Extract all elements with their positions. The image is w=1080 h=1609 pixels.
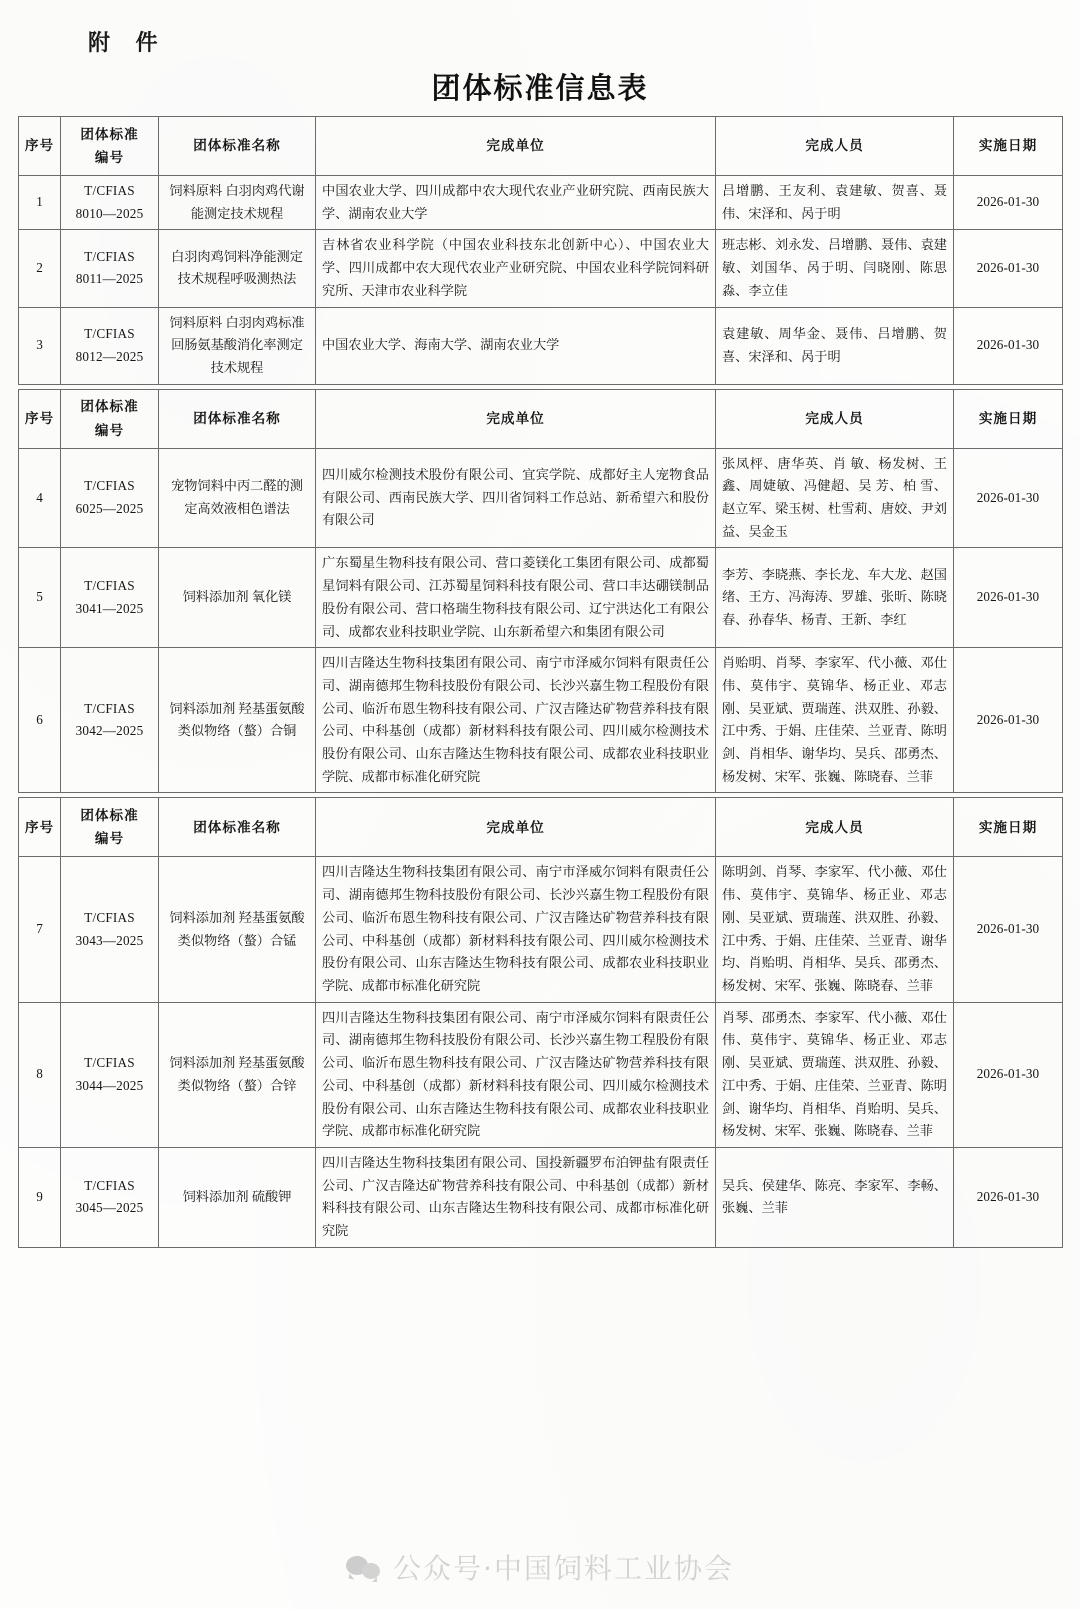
cell-sequence-number: 4 [19,448,61,548]
table-header-row [19,798,1063,857]
cell-completing-personnel: 张凤枰、唐华英、肖 敏、杨发树、王 鑫、周婕敏、冯健超、吴 芳、柏 雪、赵立军、梁玉树、杜雪莉、唐姣、尹刘益、吴金玉 [716,448,954,548]
cell-implementation-date: 2026-01-30 [954,230,1063,307]
column-header: 序号 [19,389,61,448]
cell-completing-personnel: 李芳、李晓燕、李长龙、车大龙、赵国绪、王方、冯海涛、罗雄、张昕、陈晓春、孙春华、杨青、王新、李红 [716,548,954,648]
cell-standard-code [61,230,159,307]
cell-standard-name: 白羽肉鸡饲料净能测定技术规程呼吸测热法 [159,230,316,307]
column-header: 实施日期 [954,389,1063,448]
cell-completing-units: 四川吉隆达生物科技集团有限公司、南宁市泽威尔饲料有限责任公司、湖南德邦生物科技股份有限公司、长沙兴嘉生物工程股份有限公司、临沂布恩生物科技有限公司、广汉吉隆达矿物营养科技有限公司、中科基创（成都）新材料科技有限公司、四川威尔检测技术股份有限公司、山东吉隆达生物科技有限公司、成都农业科技职业学院、成都市标准化研究院 [316,648,716,793]
cell-standard-code [61,307,159,384]
standard-code-prefix: T/CFIAS [84,478,135,494]
cell-completing-units: 四川吉隆达生物科技集团有限公司、国投新疆罗布泊钾盐有限责任公司、广汉吉隆达矿物营养科技有限公司、中科基创（成都）新材料科技有限公司、山东吉隆达生物科技有限公司、成都市标准化研究院 [316,1147,716,1247]
column-header: 完成人员 [716,389,954,448]
column-header: 序号 [19,117,61,176]
cell-standard-name: 饲料添加剂 羟基蛋氨酸类似物络（螯）合铜 [159,648,316,793]
cell-completing-personnel: 肖琴、邵勇杰、李家军、代小薇、邓仕伟、莫伟宇、莫锦华、杨正业、邓志刚、吴亚斌、贾瑞莲、洪双胜、孙毅、江中秀、于娟、庄佳荣、兰亚青、陈明剑、谢华均、肖相华、肖贻明、吴兵、杨发树、宋军、张巍、陈晓春、兰菲 [716,1002,954,1147]
cell-standard-code [61,1002,159,1147]
standard-code-number: 8011—2025 [75,271,144,287]
table-row [19,1002,1063,1147]
cell-implementation-date: 2026-01-30 [954,857,1063,1002]
column-header: 团体标准名称 [159,117,316,176]
wechat-icon [346,1554,380,1581]
standards-table [18,797,1063,1247]
standard-code-prefix: T/CFIAS [84,909,135,925]
standard-code-number: 8012—2025 [75,348,144,364]
table-row [19,307,1063,384]
cell-standard-name: 饲料原料 白羽肉鸡代谢能测定技术规程 [159,176,316,230]
cell-standard-code [61,448,159,548]
standard-code-number: 3043—2025 [75,932,144,948]
tables-container [18,116,1062,1252]
column-header: 实施日期 [954,117,1063,176]
cell-standard-code [61,548,159,648]
cell-sequence-number: 5 [19,548,61,648]
cell-standard-name: 饲料添加剂 硫酸钾 [159,1147,316,1247]
column-header: 完成人员 [716,117,954,176]
cell-sequence-number: 7 [19,857,61,1002]
cell-completing-units: 中国农业大学、海南大学、湖南农业大学 [316,307,716,384]
cell-implementation-date: 2026-01-30 [954,307,1063,384]
cell-completing-personnel: 袁建敏、周华金、聂伟、吕增鹏、贺喜、宋泽和、呙于明 [716,307,954,384]
standard-code-prefix: T/CFIAS [84,183,135,198]
column-header: 完成单位 [316,389,716,448]
column-header: 完成单位 [316,798,716,857]
cell-completing-units: 四川吉隆达生物科技集团有限公司、南宁市泽威尔饲料有限责任公司、湖南德邦生物科技股份有限公司、长沙兴嘉生物工程股份有限公司、临沂布恩生物科技有限公司、广汉吉隆达矿物营养科技有限公司、中科基创（成都）新材料科技有限公司、四川威尔检测技术股份有限公司、山东吉隆达生物科技有限公司、成都农业科技职业学院、成都市标准化研究院 [316,857,716,1002]
watermark-text: 公众号·中国饲料工业协会 [393,1552,734,1585]
cell-sequence-number: 1 [19,176,61,230]
cell-standard-code [61,857,159,1002]
cell-completing-personnel: 肖贻明、肖琴、李家军、代小薇、邓仕伟、莫伟宇、莫锦华、杨正业、邓志刚、吴亚斌、贾瑞莲、洪双胜、孙毅、江中秀、于娟、庄佳荣、兰亚青、陈明剑、肖相华、谢华均、吴兵、邵勇杰、杨发树、宋军、张巍、陈晓春、兰菲 [716,648,954,793]
table-row [19,230,1063,307]
standard-code-prefix: T/CFIAS [84,248,135,264]
cell-completing-personnel: 陈明剑、肖琴、李家军、代小薇、邓仕伟、莫伟宇、莫锦华、杨正业、邓志刚、吴亚斌、贾瑞莲、洪双胜、孙毅、江中秀、于娟、庄佳荣、兰亚青、谢华均、肖贻明、肖相华、吴兵、邵勇杰、杨发树、宋军、张巍、陈晓春、兰菲 [716,857,954,1002]
cell-standard-code [61,1147,159,1247]
cell-completing-units: 四川吉隆达生物科技集团有限公司、南宁市泽威尔饲料有限责任公司、湖南德邦生物科技股份有限公司、长沙兴嘉生物工程股份有限公司、临沂布恩生物科技有限公司、广汉吉隆达矿物营养科技有限公司、中科基创（成都）新材料科技有限公司、四川威尔检测技术股份有限公司、山东吉隆达生物科技有限公司、成都农业科技职业学院、成都市标准化研究院 [316,1002,716,1147]
cell-sequence-number: 8 [19,1002,61,1147]
cell-implementation-date: 2026-01-30 [954,1002,1063,1147]
standard-code-prefix: T/CFIAS [84,578,135,594]
column-header: 团体标准名称 [159,389,316,448]
cell-sequence-number: 6 [19,648,61,793]
standard-code-prefix: T/CFIAS [84,700,135,716]
cell-standard-name: 饲料原料 白羽肉鸡标准回肠氨基酸消化率测定技术规程 [159,307,316,384]
cell-implementation-date: 2026-01-30 [954,548,1063,648]
cell-completing-personnel: 吕增鹏、王友利、袁建敏、贺喜、聂伟、宋泽和、呙于明 [716,176,954,230]
cell-sequence-number: 3 [19,307,61,384]
standard-code-number: 3045—2025 [75,1200,144,1216]
cell-completing-personnel: 吴兵、侯建华、陈亮、李家军、李畅、张巍、兰菲 [716,1147,954,1247]
table-row [19,857,1063,1002]
cell-completing-units: 四川威尔检测技术股份有限公司、宜宾学院、成都好主人宠物食品有限公司、西南民族大学、四川省饲料工作总站、新希望六和股份有限公司 [316,448,716,548]
cell-standard-code [61,176,159,230]
table-row [19,176,1063,230]
column-header: 团体标准 编号 [61,798,159,857]
cell-standard-code [61,648,159,793]
cell-standard-name: 饲料添加剂 羟基蛋氨酸类似物络（螯）合锰 [159,857,316,1002]
cell-standard-name: 宠物饲料中丙二醛的测定高效液相色谱法 [159,448,316,548]
standards-table [18,389,1063,794]
standard-code-number: 8010—2025 [75,205,144,221]
column-header: 团体标准 编号 [61,117,159,176]
standard-code-prefix: T/CFIAS [84,1055,135,1071]
table-row [19,1147,1063,1247]
table-row [19,648,1063,793]
standard-code-number: 3044—2025 [75,1077,144,1093]
cell-implementation-date: 2026-01-30 [954,648,1063,793]
footer-watermark [0,1547,1080,1587]
column-header: 序号 [19,798,61,857]
cell-sequence-number: 9 [19,1147,61,1247]
standard-code-prefix: T/CFIAS [84,325,135,341]
cell-standard-name: 饲料添加剂 羟基蛋氨酸类似物络（螯）合锌 [159,1002,316,1147]
attachment-label: 附 件 [88,30,168,55]
column-header: 团体标准名称 [159,798,316,857]
column-header: 实施日期 [954,798,1063,857]
cell-implementation-date: 2026-01-30 [954,1147,1063,1247]
standards-table [18,116,1063,385]
standard-code-prefix: T/CFIAS [84,1177,135,1193]
cell-completing-personnel: 班志彬、刘永发、吕增鹏、聂伟、袁建敏、刘国华、呙于明、闫晓刚、陈思淼、李立佳 [716,230,954,307]
cell-standard-name: 饲料添加剂 氧化镁 [159,548,316,648]
standard-code-number: 3042—2025 [75,723,144,739]
standard-code-number: 3041—2025 [75,600,144,616]
page-title: 团体标准信息表 [431,71,649,105]
table-row [19,548,1063,648]
cell-completing-units: 中国农业大学、四川成都中农大现代农业产业研究院、西南民族大学、湖南农业大学 [316,176,716,230]
column-header: 团体标准 编号 [61,389,159,448]
cell-sequence-number: 2 [19,230,61,307]
table-header-row [19,117,1063,176]
table-header-row [19,389,1063,448]
standard-code-number: 6025—2025 [75,501,144,517]
column-header: 完成人员 [716,798,954,857]
table-row [19,448,1063,548]
cell-completing-units: 吉林省农业科学院（中国农业科技东北创新中心）、中国农业大学、四川成都中农大现代农业产业研究院、中国农业科学院饲料研究所、天津市农业科学院 [316,230,716,307]
cell-completing-units: 广东蜀星生物科技有限公司、营口菱镁化工集团有限公司、成都蜀星饲料有限公司、江苏蜀星饲料科技有限公司、营口丰达硼镁制品股份有限公司、营口格瑞生物科技有限公司、辽宁洪达化工有限公司、成都农业科技职业学院、山东新希望六和集团有限公司 [316,548,716,648]
column-header: 完成单位 [316,117,716,176]
cell-implementation-date: 2026-01-30 [954,176,1063,230]
cell-implementation-date: 2026-01-30 [954,448,1063,548]
